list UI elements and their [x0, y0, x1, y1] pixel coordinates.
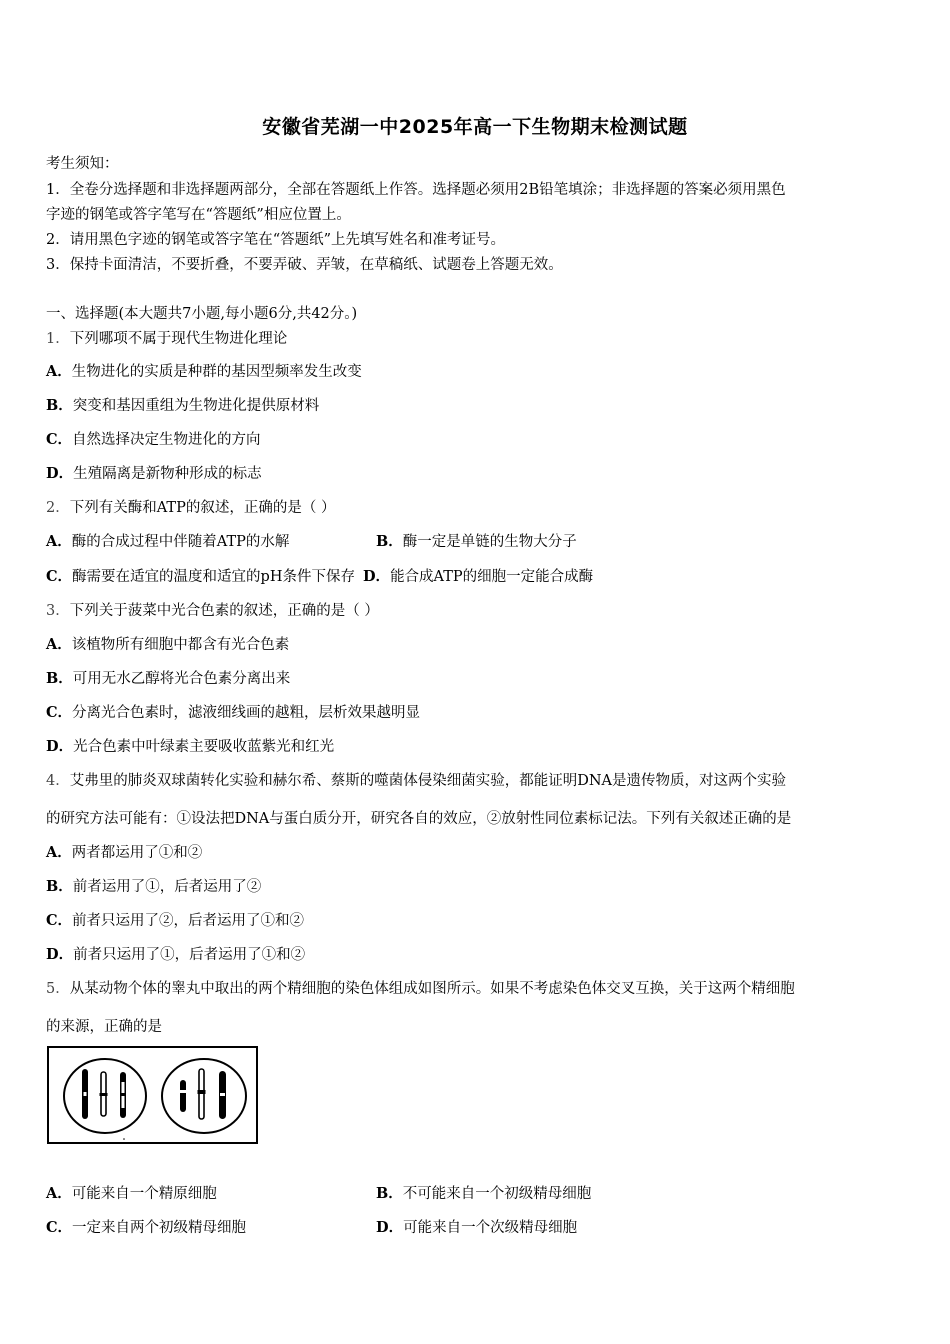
option-text: 分离光合色素时，滤液细线画的越粗，层析效果越明显: [72, 705, 421, 721]
option-1d[interactable]: [46, 462, 262, 483]
notice-item-1-cont: 字迹的钢笔或答字笔写在“答题纸”相应位置上。: [46, 207, 351, 223]
option-text: 不可能来自一个初级精母细胞: [402, 1186, 592, 1202]
question-number: 5．: [46, 981, 70, 997]
option-3c[interactable]: [46, 701, 420, 722]
option-letter: A．: [46, 844, 72, 861]
question-3-stem: [46, 599, 379, 620]
option-letter: D．: [376, 1219, 404, 1236]
option-5d[interactable]: [376, 1216, 577, 1237]
option-row-2ab: [46, 530, 289, 551]
option-text: 生殖隔离是新物种形成的标志: [73, 466, 262, 482]
option-letter: B．: [376, 533, 403, 550]
option-3d[interactable]: [46, 735, 334, 756]
option-letter: C．: [46, 704, 73, 721]
option-3a[interactable]: [46, 633, 289, 654]
option-letter: C．: [46, 1219, 73, 1236]
sperm-cells-figure: [47, 1046, 258, 1144]
option-1c[interactable]: [46, 428, 261, 449]
option-4b[interactable]: [46, 875, 261, 896]
option-text: 该植物所有细胞中都含有光合色素: [71, 637, 290, 653]
option-letter: A．: [46, 1185, 72, 1202]
question-text: 下列哪项不属于现代生物进化理论: [69, 331, 288, 347]
question-text: 下列有关酶和ATP的叙述，正确的是（ ）: [69, 500, 336, 516]
option-5c[interactable]: [46, 1216, 246, 1237]
section-heading: 一、选择题(本大题共7小题,每小题6分,共42分。): [46, 306, 358, 322]
chromosomes-left: [82, 1069, 126, 1119]
option-letter: C．: [46, 912, 73, 929]
notice-heading: 考生须知：: [46, 156, 119, 172]
option-2c[interactable]: [46, 569, 355, 585]
option-letter: B．: [46, 397, 73, 414]
option-letter: C．: [46, 431, 73, 448]
option-text: 可能来自一个精原细胞: [71, 1186, 217, 1202]
option-4c[interactable]: [46, 909, 304, 930]
notice-item-1: 1．全卷分选择题和非选择题两部分，全部在答题纸上作答。选择题必须用2B铅笔填涂；非选择题的答案必须用黑色: [46, 182, 786, 198]
option-5b[interactable]: [376, 1182, 591, 1203]
option-text: 光合色素中叶绿素主要吸收蓝紫光和红光: [73, 739, 335, 755]
option-text: 酶需要在适宜的温度和适宜的pH条件下保存: [72, 569, 355, 585]
question-number: 2．: [46, 500, 70, 516]
page-title: 安徽省芜湖一中2025年高一下生物期末检测试题: [262, 116, 688, 138]
option-4d[interactable]: [46, 943, 305, 964]
option-letter: A．: [46, 636, 72, 653]
question-4-stem-cont: 的研究方法可能有：①设法把DNA与蛋白质分开，研究各自的效应，②放射性同位素标记法。下列有关叙述正确的是: [46, 811, 792, 827]
option-text: 一定来自两个初级精母细胞: [72, 1220, 247, 1236]
option-letter: D．: [46, 738, 74, 755]
question-text: 艾弗里的肺炎双球菌转化实验和赫尔希、蔡斯的噬菌体侵染细菌实验，都能证明DNA是遗传物质，对这两个实验: [69, 773, 787, 789]
option-1b[interactable]: [46, 394, 319, 415]
option-text: 前者运用了①，后者运用了②: [72, 879, 262, 895]
option-text: 生物进化的实质是种群的基因型频率发生改变: [71, 364, 362, 380]
option-letter: A．: [46, 363, 72, 380]
notice-item-3: 3．保持卡面清洁，不要折叠，不要弄破、弄皱，在草稿纸、试题卷上答题无效。: [46, 257, 563, 273]
option-text: 可用无水乙醇将光合色素分离出来: [72, 671, 291, 687]
question-5-stem: [46, 977, 795, 998]
option-letter: C．: [46, 568, 73, 585]
question-text: 下列关于菠菜中光合色素的叙述，正确的是（ ）: [69, 603, 379, 619]
option-text: 两者都运用了①和②: [71, 845, 203, 861]
question-5-stem-cont: 的来源，正确的是: [46, 1019, 162, 1035]
question-4-stem: [46, 769, 786, 790]
question-text: 从某动物个体的睾丸中取出的两个精细胞的染色体组成如图所示。如果不考虑染色体交叉互换，关于这两个精细胞: [69, 981, 795, 997]
option-letter: B．: [376, 1185, 403, 1202]
option-2b[interactable]: [376, 530, 577, 551]
option-text: 前者只运用了②，后者运用了①和②: [72, 913, 305, 929]
option-2a[interactable]: [46, 534, 289, 550]
option-1a[interactable]: [46, 360, 362, 381]
option-text: 酶的合成过程中伴随着ATP的水解: [71, 534, 290, 550]
option-3b[interactable]: [46, 667, 290, 688]
option-text: 酶一定是单链的生物大分子: [402, 534, 577, 550]
option-letter: D．: [46, 946, 74, 963]
question-number: 1．: [46, 331, 70, 347]
option-letter: D．: [46, 465, 74, 482]
option-text: 能合成ATP的细胞一定能合成酶: [390, 569, 594, 585]
option-2d[interactable]: [363, 569, 593, 585]
option-text: 突变和基因重组为生物进化提供原材料: [72, 398, 320, 414]
question-1-stem: [46, 327, 287, 348]
option-letter: D．: [362, 568, 391, 585]
option-letter: A．: [46, 533, 72, 550]
question-2-stem: [46, 496, 335, 517]
notice-item-2: 2．请用黑色字迹的钢笔或答字笔在“答题纸”上先填写姓名和准考证号。: [46, 232, 506, 248]
option-text: 自然选择决定生物进化的方向: [72, 432, 261, 448]
option-letter: B．: [46, 670, 73, 687]
option-text: 可能来自一个次级精母细胞: [403, 1220, 578, 1236]
option-text: 前者只运用了①，后者运用了①和②: [73, 947, 306, 963]
chromosomes-right: [180, 1069, 226, 1119]
question-number: 3．: [46, 603, 70, 619]
chromosome-diagram: [49, 1048, 256, 1142]
question-number: 4．: [46, 773, 70, 789]
option-row-2cd: [46, 565, 593, 586]
option-letter: B．: [46, 878, 73, 895]
option-5a[interactable]: [46, 1182, 217, 1203]
option-4a[interactable]: [46, 841, 202, 862]
